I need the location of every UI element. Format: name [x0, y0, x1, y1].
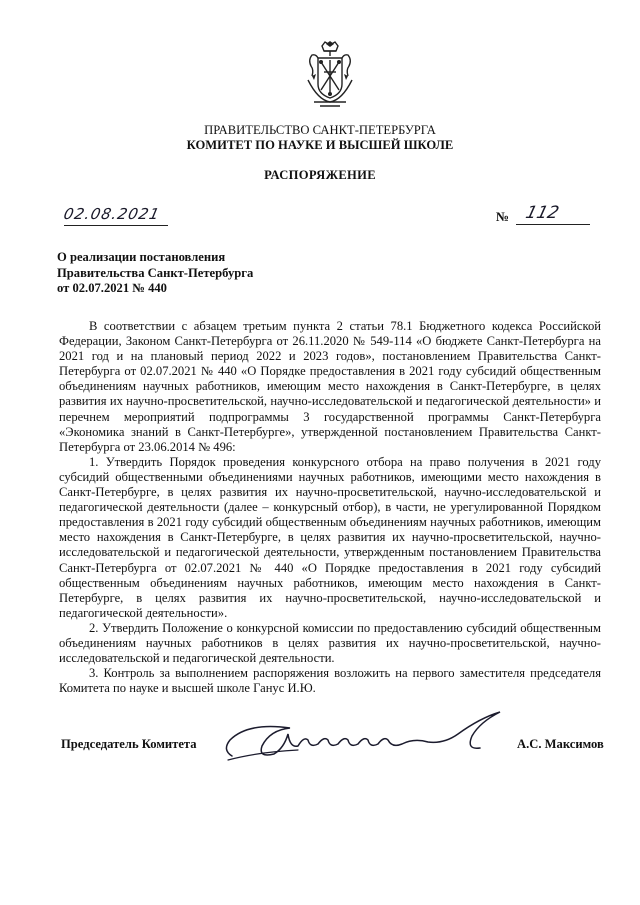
subject-line-1: О реализации постановления — [57, 250, 226, 264]
subject-line-2: Правительства Санкт-Петербурга — [57, 265, 254, 280]
government-title: ПРАВИТЕЛЬСТВО САНКТ-ПЕТЕРБУРГА — [204, 123, 436, 137]
document-type-title: РАСПОРЯЖЕНИЕ — [264, 168, 376, 182]
coat-of-arms-emblem — [300, 40, 360, 112]
clause-3-paragraph: 3. Контроль за выполнением распоряжения возложить на первого заместителя председателя Комитета по науке и высшей школе Ганус И.Ю. — [59, 666, 601, 696]
handwritten-signature — [218, 700, 508, 770]
document-number-field — [496, 205, 590, 225]
document-number: 112 — [523, 203, 561, 223]
signatory-position: Председатель Комитета — [61, 737, 197, 751]
subject-line-3: от 02.07.2021 № 440 — [57, 281, 167, 295]
preamble-paragraph: В соответствии с абзацем третьим пункта 2 статьи 78.1 Бюджетного кодекса Российской Федерации, Законом Санкт-Петербурга от 26.11.2020 № 549-114 «О бюджете Санкт-Петербурга на 2021 год и на плановый период 2022 и 2023 годов», постановлением Правительства Санкт-Петербурга от 02.07.2021 № 440 «О Порядке предоставления в 2021 году субсидий общественным объединениям научных работников, имеющим место нахождения в Санкт-Петербурге, в целях развития их научно-просветительской, научно-исследовательской и педагогической деятельности» и перечнем мероприятий подпрограммы 3 государственной программы Санкт-Петербурга «Экономика знаний в Санкт-Петербурге», утвержденной постановлением Правительства Санкт-Петербурга от 23.06.2014 № 496: — [59, 319, 601, 454]
committee-title: КОМИТЕТ ПО НАУКЕ И ВЫСШЕЙ ШКОЛЕ — [186, 138, 454, 152]
signatory-name: А.С. Максимов — [517, 737, 604, 751]
document-subject — [57, 250, 253, 297]
document-date: 02.08.2021 — [62, 205, 162, 223]
number-sign: № — [496, 209, 510, 224]
document-date-field — [64, 205, 168, 226]
clause-2-paragraph: 2. Утвердить Положение о конкурсной комиссии по предоставлению субсидий общественным объединениям научных работников в целях развития их научно-просветительской, научно-исследовательской и педагогической деятельности. — [59, 620, 601, 666]
clause-1-paragraph: 1. Утвердить Порядок проведения конкурсного отбора на право получения в 2021 году субсидий общественными объединениями научных работников, имеющими место нахождения в Санкт-Петербурге, в целях развития их научно-просветительской, научно-исследовательской и педагогической деятельности (далее – конкурсный отбор), в части, не урегулированной Порядком предоставления в 2021 году субсидий общественным объединениям научных работников, имеющим место нахождения в Санкт-Петербурге, в целях развития их научно-просветительской, научно-исследовательской и педагогической деятельности, утвержденным постановлением Правительства Санкт-Петербурга от 02.07.2021 № 440 «О Порядке предоставления в 2021 году субсидий общественным объединениям научных работников, имеющим место нахождения в Санкт-Петербурге, в целях развития их научно-просветительской, научно-исследовательской и педагогической деятельности». — [59, 454, 601, 620]
document-body — [59, 319, 601, 696]
